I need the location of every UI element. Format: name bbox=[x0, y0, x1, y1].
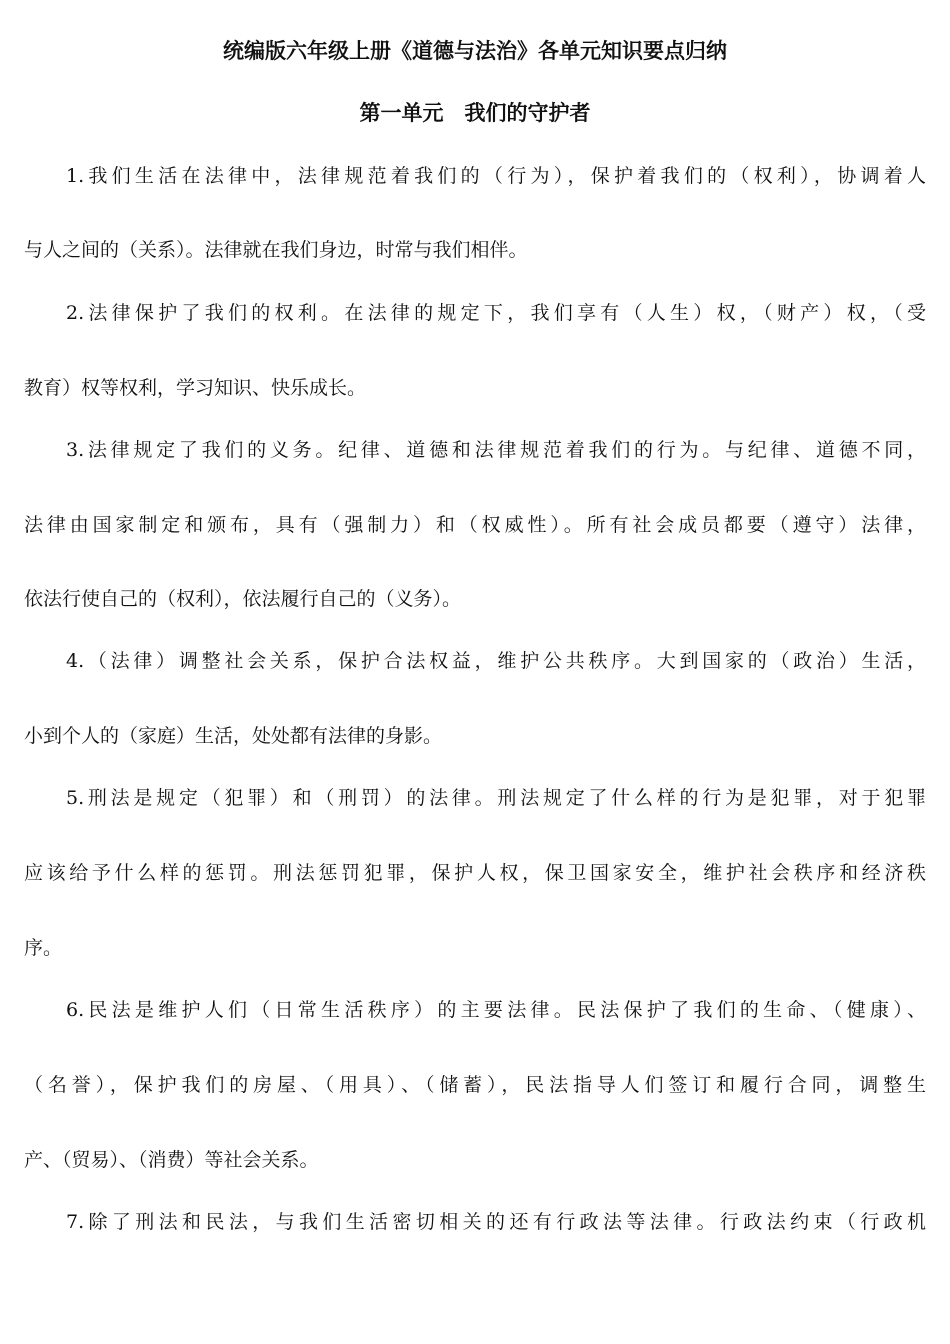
paragraph-line: 7.除了刑法和民法，与我们生活密切相关的还有行政法等法律。行政法约束（行政机 bbox=[66, 1211, 926, 1233]
paragraph-line: 4.（法律）调整社会关系，保护合法权益，维护公共秩序。大到国家的（政治）生活， bbox=[66, 650, 926, 672]
paragraph-line: 依法行使自己的（权利），依法履行自己的（义务）。 bbox=[24, 588, 462, 610]
paragraph-line: 教育）权等权利，学习知识、快乐成长。 bbox=[24, 377, 367, 399]
paragraph-line: 1.我们生活在法律中，法律规范着我们的（行为），保护着我们的（权利），协调着人 bbox=[66, 165, 926, 187]
unit-title: 第一单元 我们的守护者 bbox=[359, 101, 591, 125]
paragraph-line: 2.法律保护了我们的权利。在法律的规定下，我们享有（人生）权，（财产）权，（受 bbox=[66, 302, 926, 324]
paragraph-line: 6.民法是维护人们（日常生活秩序）的主要法律。民法保护了我们的生命、（健康）、 bbox=[66, 999, 926, 1021]
document-title: 统编版六年级上册《道德与法治》各单元知识要点归纳 bbox=[223, 39, 727, 63]
paragraph-line: 与人之间的（关系）。法律就在我们身边，时常与我们相伴。 bbox=[24, 239, 528, 261]
paragraph-line: 小到个人的（家庭）生活，处处都有法律的身影。 bbox=[24, 725, 443, 747]
paragraph-line: 5.刑法是规定（犯罪）和（刑罚）的法律。刑法规定了什么样的行为是犯罪，对于犯罪 bbox=[66, 787, 926, 809]
paragraph-line: 序。 bbox=[24, 937, 63, 959]
paragraph-line: 应该给予什么样的惩罚。刑法惩罚犯罪，保护人权，保卫国家安全，维护社会秩序和经济秩 bbox=[24, 862, 926, 884]
paragraph-line: 3.法律规定了我们的义务。纪律、道德和法律规范着我们的行为。与纪律、道德不同， bbox=[66, 439, 926, 461]
paragraph-line: （名誉），保护我们的房屋、（用具）、（储蓄），民法指导人们签订和履行合同，调整生 bbox=[24, 1074, 926, 1096]
paragraph-line: 法律由国家制定和颁布，具有（强制力）和（权威性）。所有社会成员都要（遵守）法律， bbox=[24, 514, 926, 536]
paragraph-line: 产、（贸易）、（消费）等社会关系。 bbox=[24, 1149, 319, 1171]
